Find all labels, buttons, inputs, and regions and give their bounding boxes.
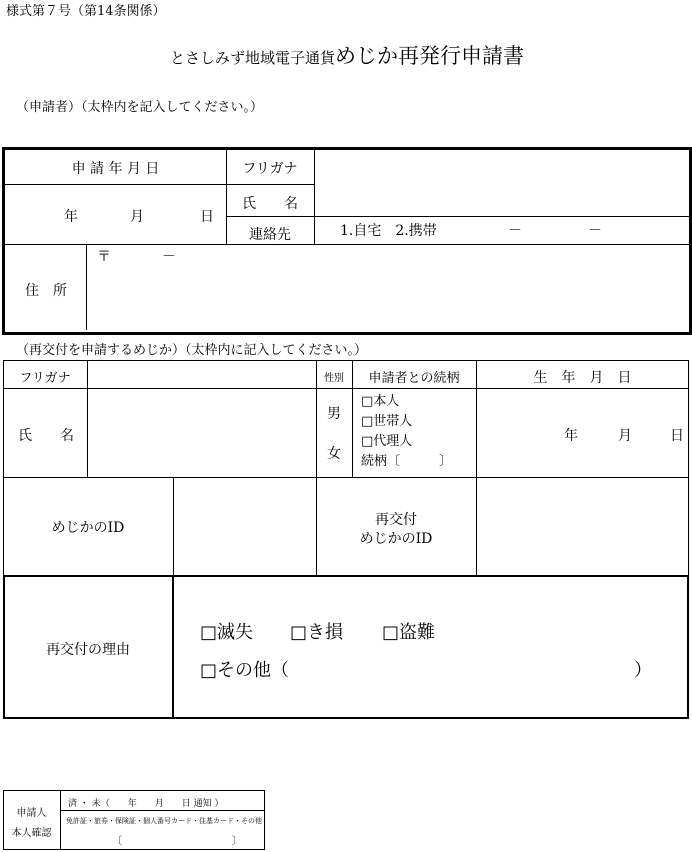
reason-other-checkbox[interactable]: □その他（ bbox=[200, 660, 290, 681]
reason-lost-checkbox[interactable]: □滅失 bbox=[200, 622, 254, 643]
applicant-furigana-label: フリガナ bbox=[242, 161, 298, 177]
gender-header: 性別 bbox=[324, 373, 344, 384]
relation-proxy-checkbox[interactable]: □代理人 bbox=[361, 434, 413, 449]
applicant-address-label: 住 所 bbox=[25, 283, 67, 299]
gender-male-option[interactable]: 男 bbox=[327, 406, 341, 422]
birth-month-label: 月 bbox=[618, 428, 632, 444]
relation-other-field[interactable]: 続柄〔 〕 bbox=[361, 454, 453, 469]
applicant-note: （申請者）（太枠内を記入してください。） bbox=[16, 100, 264, 115]
applicant-contact-label: 連絡先 bbox=[249, 227, 291, 243]
relation-self-checkbox[interactable]: □本人 bbox=[361, 394, 400, 409]
application-date-header: 申 請 年 月 日 bbox=[71, 161, 160, 177]
gender-female-option[interactable]: 女 bbox=[327, 446, 341, 462]
reissue-id-label-line1: 再交付 bbox=[375, 512, 417, 528]
reason-stolen-checkbox[interactable]: □盗難 bbox=[382, 622, 436, 643]
page-title bbox=[170, 40, 524, 70]
application-day-label: 日 bbox=[200, 209, 214, 225]
identity-check-label-1: 申請人 bbox=[16, 808, 47, 819]
title-prefix: とさしみず地域電子通貨 bbox=[170, 49, 336, 67]
postal-mark: 〒 bbox=[97, 249, 111, 265]
reissue-name-label: 氏 名 bbox=[18, 428, 74, 444]
id-document-list: 免許証・旅券・保険証・個人番号カード・住基カード・その他 bbox=[66, 817, 262, 825]
form-number: 様式第７号（第14条関係） bbox=[6, 4, 166, 19]
applicant-contact-options: 1.自宅 2.携帯 bbox=[340, 223, 437, 239]
relation-header: 申請者との続柄 bbox=[368, 371, 460, 386]
contact-dash-2: － bbox=[588, 223, 602, 239]
applicant-name-label: 氏 名 bbox=[242, 196, 298, 212]
title-main: めじか再発行申請書 bbox=[335, 44, 525, 68]
application-month-label: 月 bbox=[130, 209, 144, 225]
identity-check-label-2: 本人確認 bbox=[11, 828, 52, 839]
mejika-id-label: めじかのID bbox=[51, 520, 125, 536]
application-year-label: 年 bbox=[64, 209, 78, 225]
reason-damaged-checkbox[interactable]: □き損 bbox=[290, 622, 344, 643]
contact-dash-1: － bbox=[508, 223, 522, 239]
reissue-reason-label: 再交付の理由 bbox=[46, 642, 130, 658]
reason-other-close: ） bbox=[634, 660, 652, 681]
reissue-note: （再交付を申請するめじか）（太枠内に記入してください。） bbox=[16, 343, 368, 358]
birth-year-label: 年 bbox=[564, 428, 578, 444]
birth-date-header: 生 年 月 日 bbox=[533, 370, 632, 386]
notification-status: 済 ・ 未（ 年 月 日 通知 ） bbox=[68, 799, 224, 809]
reissue-id-label-line2: めじかのID bbox=[359, 531, 433, 547]
postal-dash: － bbox=[162, 249, 176, 265]
birth-day-label: 日 bbox=[670, 428, 684, 444]
reissue-furigana-label: フリガナ bbox=[19, 371, 71, 386]
id-document-bracket: 〔 〕 bbox=[112, 836, 242, 847]
relation-household-checkbox[interactable]: □世帯人 bbox=[361, 414, 413, 429]
